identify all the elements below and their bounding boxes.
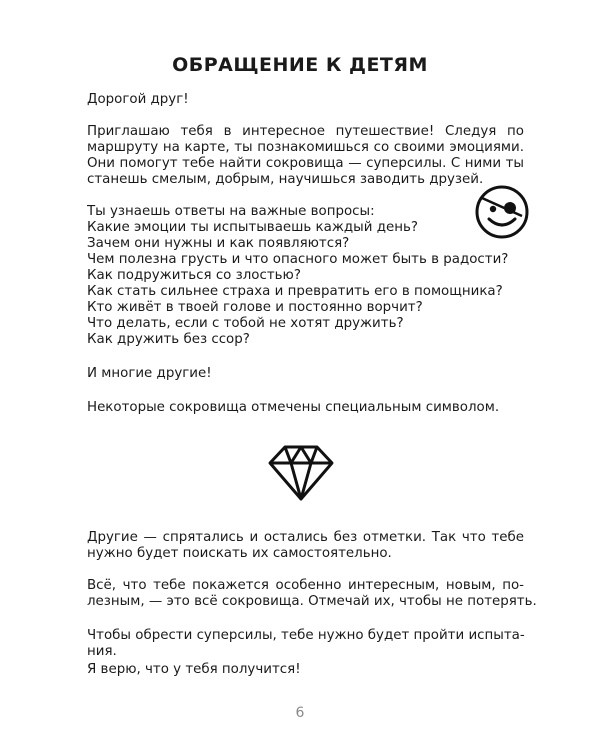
- paragraph-line: маршруту на карте, ты познакомишься со своими эмоциями.: [87, 140, 524, 155]
- paragraph-line: станешь смелым, добрым, научишься заводить друзей.: [87, 172, 484, 187]
- paragraph-line: Другие — спрятались и остались без отметки. Так что тебе: [87, 530, 524, 545]
- question-item: Чем полезна грусть и что опасного может быть в радости?: [87, 252, 509, 267]
- questions-intro: Ты узнаешь ответы на важные вопросы:: [87, 204, 375, 219]
- diamond-icon: [267, 444, 335, 502]
- paragraph-line: Приглашаю тебя в интересное путешествие! Следуя по: [87, 124, 524, 139]
- question-item: Что делать, если с тобой не хотят дружить?: [87, 316, 404, 331]
- paragraph-line: нужно будет поискать их самостоятельно.: [87, 546, 392, 561]
- paragraph-line: Они помогут тебе найти сокровища — суперсилы. С ними ты: [87, 156, 524, 171]
- page-title: ОБРАЩЕНИЕ К ДЕТЯМ: [172, 54, 428, 76]
- and-more-text: И многие другие!: [87, 366, 212, 381]
- question-item: Как подружиться со злостью?: [87, 268, 301, 283]
- pirate-smiley-icon: [474, 184, 530, 240]
- question-item: Как дружить без ссор?: [87, 332, 250, 347]
- paragraph-line: Чтобы обрести суперсилы, тебе нужно будет пройти испыта-: [87, 628, 525, 643]
- closing-line: Я верю, что у тебя получится!: [87, 662, 301, 677]
- paragraph-line: Всё, что тебе покажется особенно интересным, новым, по-: [87, 578, 524, 593]
- greeting: Дорогой друг!: [87, 92, 189, 107]
- page-number: 6: [295, 705, 305, 721]
- question-item: Кто живёт в твоей голове и постоянно ворчит?: [87, 300, 423, 315]
- paragraph-line: ния.: [87, 644, 117, 659]
- symbol-note: Некоторые сокровища отмечены специальным символом.: [87, 400, 500, 415]
- question-item: Как стать сильнее страха и превратить его в помощника?: [87, 284, 503, 299]
- paragraph-line: лезным, — это всё сокровища. Отмечай их, чтобы не потерять.: [87, 594, 537, 609]
- question-item: Зачем они нужны и как появляются?: [87, 236, 350, 251]
- question-item: Какие эмоции ты испытываешь каждый день?: [87, 220, 418, 235]
